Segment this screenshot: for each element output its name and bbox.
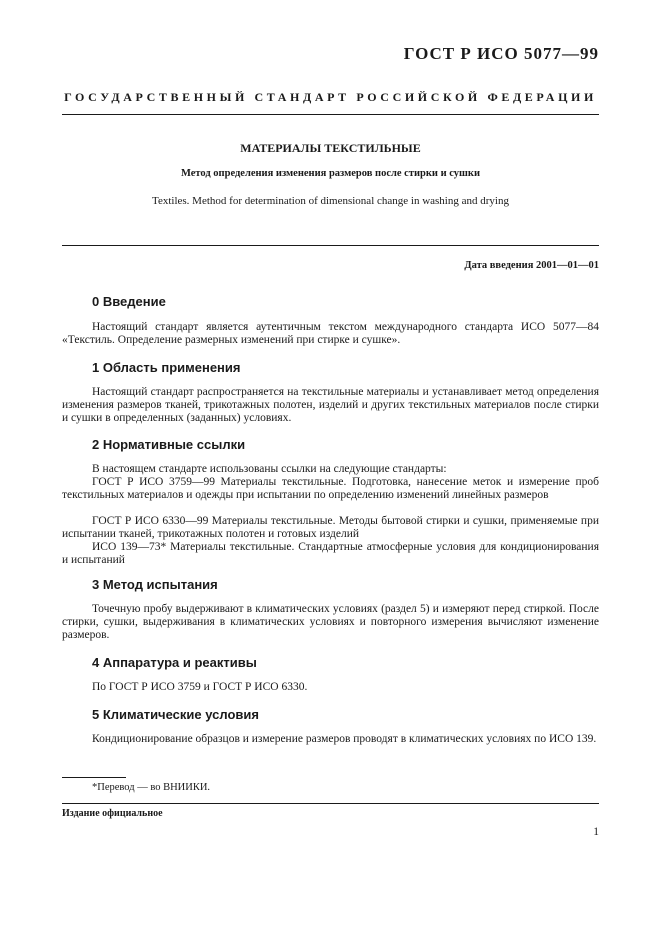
document-title: МАТЕРИАЛЫ ТЕКСТИЛЬНЫЕ [240,141,421,155]
section-heading-apparatus: 4 Аппаратура и реактивы [92,655,257,670]
document-title-english: Textiles. Method for determination of dimensional change in washing and drying [152,195,509,207]
bottom-divider [62,803,599,804]
document-subtitle: Метод определения изменения размеров после стирки и сушки [180,168,481,179]
top-divider [62,114,599,115]
footnote-divider [62,777,126,778]
reference-item: ГОСТ Р ИСО 6330—99 Материалы текстильные. Методы бытовой стирки и сушки, применяемые при испытании тканей, трикотажных полотен и готовых изделий [62,515,599,540]
section-heading-test-method: 3 Метод испытания [92,577,218,592]
section-paragraph: Настоящий стандарт является аутентичным текстом международного стандарта ИСО 5077—84 «Текстиль. Определение размерных изменений при стирке и сушке». [62,321,599,346]
edition-label: Издание официальное [62,808,163,819]
section-paragraph: Кондиционирование образцов и измерение размеров проводят в климатических условиях по ИСО 139. [92,733,597,745]
section-paragraph: По ГОСТ Р ИСО 3759 и ГОСТ Р ИСО 6330. [92,681,308,693]
section-heading-scope: 1 Область применения [92,360,241,375]
reference-item: ГОСТ Р ИСО 3759—99 Материалы текстильные. Подготовка, нанесение меток и измерение проб текстильных материалов и одежды при испытании по определению изменений линейных размеров [62,476,599,501]
title-divider [62,245,599,246]
reference-item: ИСО 139—73* Материалы текстильные. Стандартные атмосферные условия для кондиционирования и испытаний [62,541,599,566]
section-paragraph: В настоящем стандарте использованы ссылки на следующие стандарты: [92,463,447,475]
page-number: 1 [593,826,599,838]
section-paragraph: Настоящий стандарт распространяется на текстильные материалы и устанавливает метод определения изменения размеров тканей, трикотажных полотен, изделий и других текстильных материалов после стирки и сушки в определенных (заданных) условиях. [62,386,599,424]
introduction-date: Дата введения 2001—01—01 [464,260,599,271]
section-heading-normative-references: 2 Нормативные ссылки [92,437,246,452]
section-heading-climatic-conditions: 5 Климатические условия [92,707,259,722]
document-code: ГОСТ Р ИСО 5077—99 [403,44,599,63]
section-paragraph: Точечную пробу выдерживают в климатических условиях (раздел 5) и измеряют перед стиркой. После стирки, сушки, выдерживания в климатических условиях и повторного измерения вычисляют изменение размеров. [62,603,599,641]
footnote: *Перевод — во ВНИИКИ. [92,782,211,793]
state-standard-banner: ГОСУДАРСТВЕННЫЙ СТАНДАРТ РОССИЙСКОЙ ФЕДЕРАЦИИ [64,90,597,104]
section-heading-introduction: 0 Введение [92,294,166,309]
